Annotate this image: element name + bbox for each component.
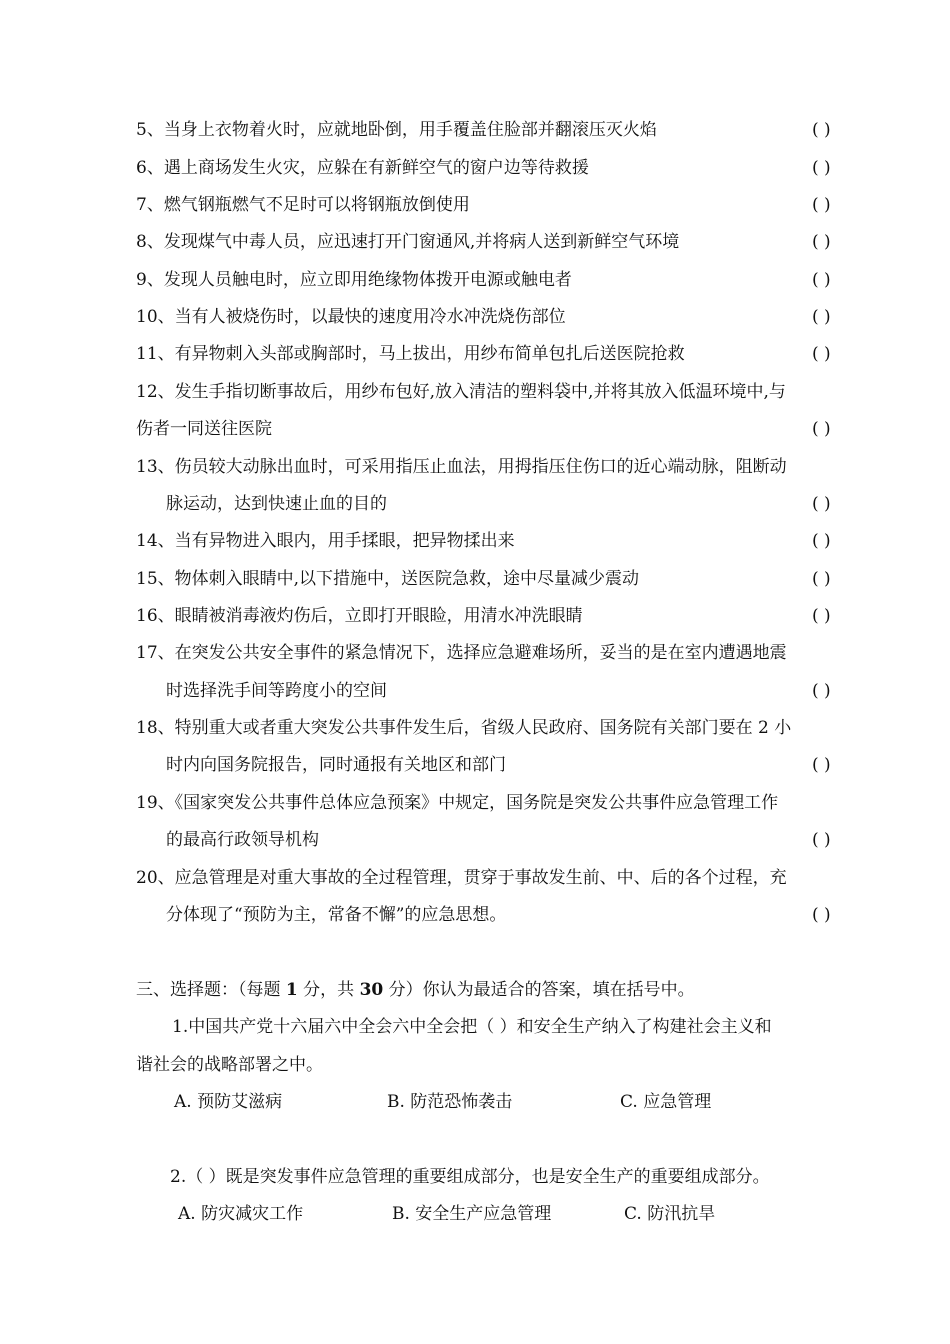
answer-blank: ( ) xyxy=(812,270,831,290)
answer-blank: ( ) xyxy=(812,494,831,514)
option-a: A. 预防艾滋病 xyxy=(174,1092,283,1112)
option-c: C. 应急管理 xyxy=(620,1092,712,1112)
item-text-line2: 时内向国务院报告，同时通报有关地区和部门 xyxy=(166,755,506,775)
judgment-item xyxy=(0,454,950,480)
item-text-line1: 13、伤员较大动脉出血时，可采用指压止血法，用拇指压住伤口的近心端动脉，阻断动 xyxy=(136,457,787,477)
section-heading xyxy=(0,977,950,1003)
judgment-item xyxy=(0,267,950,293)
answer-blank: ( ) xyxy=(812,307,831,327)
question-2-options xyxy=(0,1201,950,1227)
item-text: 15、物体刺入眼睛中,以下措施中，送医院急救，途中尽量减少震动 xyxy=(136,569,640,589)
heading-suffix: 分）你认为最适合的答案，填在括号中。 xyxy=(383,980,695,1000)
answer-blank: ( ) xyxy=(812,344,831,364)
answer-blank: ( ) xyxy=(812,681,831,701)
question-2 xyxy=(0,1164,950,1190)
judgment-item xyxy=(0,603,950,629)
item-text-line2: 时选择洗手间等跨度小的空间 xyxy=(166,681,387,701)
heading-mid: 分，共 xyxy=(297,980,360,1000)
item-text-line1: 18、特别重大或者重大突发公共事件发生后，省级人民政府、国务院有关部门要在 2 小 xyxy=(136,718,792,738)
item-text-line1: 17、在突发公共安全事件的紧急情况下，选择应急避难场所，妥当的是在室内遭遇地震 xyxy=(136,643,787,663)
question-1-cont xyxy=(0,1052,950,1078)
answer-blank: ( ) xyxy=(812,830,831,850)
item-text: 9、发现人员触电时，应立即用绝缘物体拨开电源或触电者 xyxy=(136,270,572,290)
judgment-item-cont xyxy=(0,678,950,704)
answer-blank: ( ) xyxy=(812,606,831,626)
judgment-item xyxy=(0,640,950,666)
option-c: C. 防汛抗旱 xyxy=(624,1204,716,1224)
item-text: 5、当身上衣物着火时，应就地卧倒，用手覆盖住脸部并翻滚压灭火焰 xyxy=(136,120,657,140)
item-text: 8、发现煤气中毒人员，应迅速打开门窗通风,并将病人送到新鲜空气环境 xyxy=(136,232,680,252)
item-text: 16、眼睛被消毒液灼伤后，立即打开眼睑，用清水冲洗眼睛 xyxy=(136,606,583,626)
judgment-item-cont xyxy=(0,416,950,442)
judgment-item xyxy=(0,528,950,554)
item-text: 7、燃气钢瓶燃气不足时可以将钢瓶放倒使用 xyxy=(136,195,470,215)
judgment-item xyxy=(0,341,950,367)
item-text: 14、当有异物进入眼内，用手揉眼，把异物揉出来 xyxy=(136,531,515,551)
answer-blank: ( ) xyxy=(812,531,831,551)
answer-blank: ( ) xyxy=(812,419,831,439)
question-1-options xyxy=(0,1089,950,1115)
heading-prefix: 三、选择题：（每题 xyxy=(136,980,286,1000)
question-text-line1: 1.中国共产党十六届六中全会六中全会把（ ）和安全生产纳入了构建社会主义和 xyxy=(172,1017,772,1037)
judgment-item xyxy=(0,865,950,891)
judgment-item xyxy=(0,379,950,405)
option-b: B. 安全生产应急管理 xyxy=(392,1204,552,1224)
item-text-line2: 脉运动，达到快速止血的目的 xyxy=(166,494,387,514)
points-total: 30 xyxy=(359,980,384,1000)
judgment-item xyxy=(0,304,950,330)
judgment-item-cont xyxy=(0,902,950,928)
judgment-item xyxy=(0,155,950,181)
judgment-item xyxy=(0,117,950,143)
question-1 xyxy=(0,1014,950,1040)
judgment-item xyxy=(0,229,950,255)
option-b: B. 防范恐怖袭击 xyxy=(387,1092,513,1112)
item-text: 11、有异物刺入头部或胸部时，马上拔出，用纱布简单包扎后送医院抢救 xyxy=(136,344,685,364)
option-a: A. 防灾减灾工作 xyxy=(178,1204,304,1224)
item-text: 6、遇上商场发生火灾，应躲在有新鲜空气的窗户边等待救援 xyxy=(136,158,589,178)
item-text-line2: 伤者一同送往医院 xyxy=(136,419,272,439)
question-text-line1: 2.（ ）既是突发事件应急管理的重要组成部分，也是安全生产的重要组成部分。 xyxy=(170,1167,770,1187)
judgment-item-cont xyxy=(0,827,950,853)
judgment-item xyxy=(0,566,950,592)
points-each: 1 xyxy=(285,980,298,1000)
answer-blank: ( ) xyxy=(812,755,831,775)
judgment-item-cont xyxy=(0,491,950,517)
answer-blank: ( ) xyxy=(812,158,831,178)
answer-blank: ( ) xyxy=(812,195,831,215)
item-text-line2: 的最高行政领导机构 xyxy=(166,830,319,850)
judgment-item xyxy=(0,715,950,741)
judgment-item xyxy=(0,192,950,218)
item-text-line1: 20、应急管理是对重大事故的全过程管理，贯穿于事故发生前、中、后的各个过程，充 xyxy=(136,868,787,888)
item-text-line1: 19、《国家突发公共事件总体应急预案》中规定，国务院是突发公共事件应急管理工作 xyxy=(136,793,779,813)
item-text: 10、当有人被烧伤时，以最快的速度用冷水冲洗烧伤部位 xyxy=(136,307,566,327)
item-text-line1: 12、发生手指切断事故后，用纱布包好,放入清洁的塑料袋中,并将其放入低温环境中,与 xyxy=(136,382,786,402)
answer-blank: ( ) xyxy=(812,905,831,925)
item-text-line2: 分体现了“预防为主，常备不懈”的应急思想。 xyxy=(166,905,507,925)
answer-blank: ( ) xyxy=(812,232,831,252)
judgment-item-cont xyxy=(0,752,950,778)
question-text-line2: 谐社会的战略部署之中。 xyxy=(136,1055,323,1075)
answer-blank: ( ) xyxy=(812,120,831,140)
answer-blank: ( ) xyxy=(812,569,831,589)
judgment-item xyxy=(0,790,950,816)
